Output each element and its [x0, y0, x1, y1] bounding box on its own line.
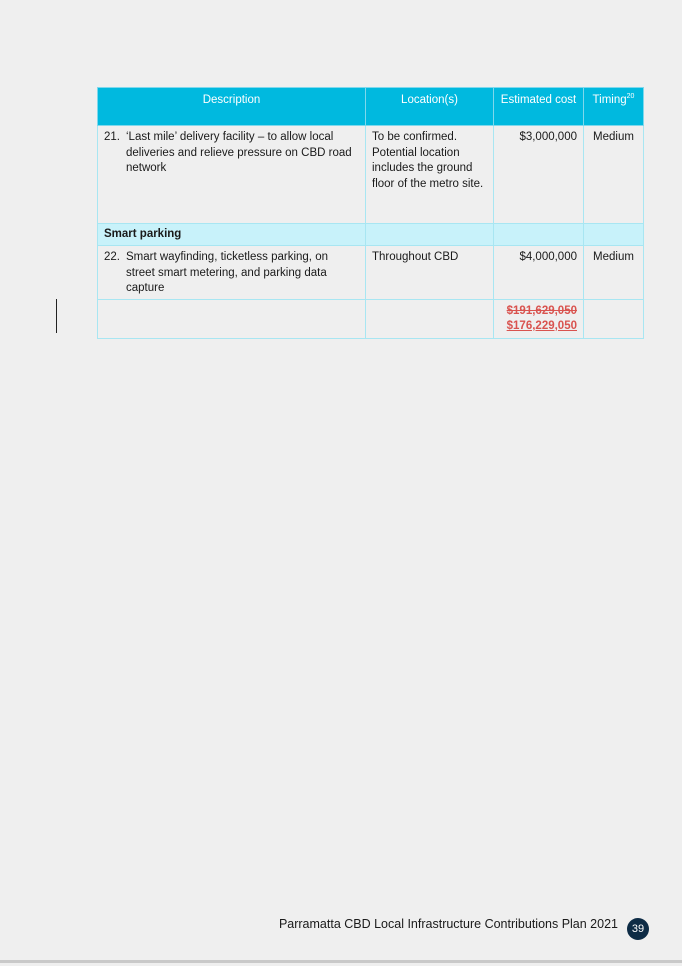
section-header-row	[98, 224, 644, 246]
table-row	[98, 246, 644, 300]
header-label-cost: Estimated cost	[500, 94, 577, 106]
item-description: ‘Last mile’ delivery facility – to allow local deliveries and relieve pressure on CBD road network	[126, 131, 352, 174]
table-header-row	[98, 88, 644, 126]
header-label-timing: Timing	[592, 94, 627, 106]
location-cell: To be confirmed. Potential location includes the ground floor of the metro site.	[366, 126, 494, 224]
infrastructure-cost-table	[97, 87, 644, 339]
item-number: 21.	[104, 131, 120, 143]
footer-document-title: Parramatta CBD Local Infrastructure Contributions Plan 2021	[278, 917, 618, 931]
total-empty-cell	[366, 299, 494, 338]
column-header-cost	[494, 88, 584, 126]
section-empty-cell	[494, 224, 584, 246]
description-cell	[98, 246, 366, 300]
item-number: 22.	[104, 251, 120, 263]
section-empty-cell	[366, 224, 494, 246]
timing-cell: Medium	[584, 246, 644, 300]
total-row	[98, 299, 644, 338]
header-label-description: Description	[202, 94, 261, 106]
section-title: Smart parking	[104, 228, 182, 240]
page-bottom-divider	[0, 960, 682, 963]
page-number-badge: 39	[627, 918, 649, 940]
total-cost-cell	[494, 299, 584, 338]
header-label-locations: Location(s)	[401, 94, 458, 106]
total-cost-deleted: $191,629,050	[506, 304, 577, 317]
section-empty-cell	[584, 224, 644, 246]
section-title-cell	[98, 224, 366, 246]
cost-cell: $3,000,000	[494, 126, 584, 224]
description-cell	[98, 126, 366, 224]
table-row	[98, 126, 644, 224]
column-header-timing	[584, 88, 644, 126]
item-description: Smart wayfinding, ticketless parking, on street smart metering, and parking data capture	[126, 251, 328, 294]
column-header-locations	[366, 88, 494, 126]
column-header-description	[98, 88, 366, 126]
total-empty-cell	[98, 299, 366, 338]
timing-footnote-ref: 20	[626, 93, 635, 100]
cost-cell: $4,000,000	[494, 246, 584, 300]
revision-change-bar	[56, 299, 57, 333]
total-cost-inserted: $176,229,050	[506, 320, 577, 332]
total-empty-cell	[584, 299, 644, 338]
timing-cell: Medium	[584, 126, 644, 224]
location-cell: Throughout CBD	[366, 246, 494, 300]
